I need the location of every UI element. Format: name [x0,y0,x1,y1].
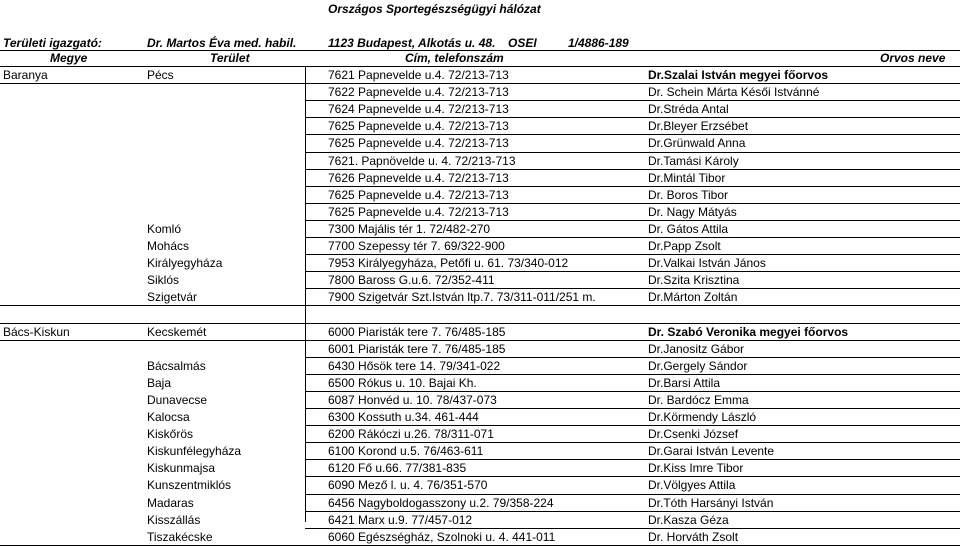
table-row [0,306,960,323]
row-divider [305,152,960,153]
cell-cim: 6087 Honvéd u. 10. 78/437-073 [328,393,497,407]
row-divider [305,186,960,187]
table-row [0,512,960,529]
cell-cim: 6000 Piaristák tere 7. 76/485-185 [328,325,506,339]
page-title: Országos Sportegészségügyi hálózat [328,2,541,16]
title-row [0,1,960,18]
row-divider [0,83,960,84]
cell-orvos: Dr.Grünwald Anna [648,136,746,150]
row-divider [0,66,960,67]
table-row [0,204,960,221]
cell-terulet: Királyegyháza [147,256,223,270]
cell-terulet: Komló [147,222,182,236]
table-row [0,477,960,494]
row-divider [305,271,960,272]
cell-orvos: Dr. Nagy Mátyás [648,205,737,219]
cell-terulet: Dunavecse [147,393,208,407]
director-name: Dr. Martos Éva med. habil. [147,36,297,50]
cell-terulet: Pécs [147,68,174,82]
row-divider [305,425,960,426]
cell-cim: 6421 Marx u.9. 77/457-012 [328,513,473,527]
cell-cim: 7625 Papnevelde u.4. 72/213-713 [328,119,509,133]
row-divider [305,237,960,238]
cell-terulet: Szigetvár [147,290,198,304]
row-divider [305,288,960,289]
column-divider [305,67,306,522]
cell-cim: 7800 Baross G.u.6. 72/352-411 [328,273,495,287]
table-row [0,67,960,84]
cell-cim: 6100 Korond u.5. 76/463-611 [328,444,484,458]
cell-orvos: Dr. Szabó Veronika megyei főorvos [648,325,849,339]
table-row [0,426,960,443]
table-row [0,375,960,392]
cell-terulet: Kalocsa [147,410,190,424]
table-row [0,272,960,289]
cell-orvos: Dr.Papp Zsolt [648,239,721,253]
cell-cim: 6500 Rókus u. 10. Bajai Kh. [328,376,477,390]
table-row [0,255,960,272]
cell-terulet: Mohács [147,239,190,253]
row-divider [305,408,960,409]
table-row [0,358,960,375]
table-row [0,529,960,546]
row-divider [305,220,960,221]
cell-terulet: Tiszakécske [147,530,213,544]
cell-terulet: Kiskunmajsa [147,461,216,475]
cell-orvos: Dr. Schein Márta Késői Istvánné [648,85,820,99]
table-header [0,50,960,67]
cell-orvos: Dr.Janositz Gábor [648,342,745,356]
row-divider [305,476,960,477]
cell-cim: 6001 Piaristák tere 7. 76/485-185 [328,342,506,356]
cell-orvos: Dr. Boros Tibor [648,188,729,202]
cell-orvos: Dr.Kiss Imre Tibor [648,461,744,475]
cell-terulet: Bácsalmás [147,359,206,373]
cell-cim: 6430 Hősök tere 14. 79/341-022 [328,359,501,373]
cell-orvos: Dr.Gergely Sándor [648,359,748,373]
row-divider [305,374,960,375]
cell-cim: 6090 Mező l. u. 4. 76/351-570 [328,478,488,492]
row-divider [305,357,960,358]
director-address: 1123 Budapest, Alkotás u. 48. [328,36,496,50]
cell-terulet: Baja [147,376,172,390]
row-divider [0,323,960,324]
cell-orvos: Dr.Tóth Harsányi István [648,496,774,510]
row-divider [0,340,960,341]
cell-orvos: Dr.Bleyer Erzsébet [648,119,749,133]
cell-cim: 7626 Papnevelde u.4. 72/213-713 [328,171,509,185]
cell-orvos: Dr.Mintál Tibor [648,171,726,185]
cell-cim: 6456 Nagyboldogasszony u.2. 79/358-224 [328,496,554,510]
cell-cim: 6300 Kossuth u.34. 461-444 [328,410,479,424]
cell-cim: 7700 Szepessy tér 7. 69/322-900 [328,239,505,253]
cell-orvos: Dr. Gátos Attila [648,222,729,236]
cell-orvos: Dr.Garai István Levente [648,444,775,458]
table-row [0,495,960,512]
row-divider [0,305,960,306]
row-divider [305,134,960,135]
director-label: Területi igazgató: [3,36,102,50]
table-row [0,153,960,170]
cell-orvos: Dr.Csenki József [648,427,739,441]
header-terulet: Terület [210,51,250,65]
table-row [0,341,960,358]
cell-orvos: Dr.Valkai István János [648,256,766,270]
cell-terulet: Madaras [147,496,194,510]
table-row [0,289,960,306]
cell-cim: 7625 Papnevelde u.4. 72/213-713 [328,136,509,150]
table-row [0,460,960,477]
cell-orvos: Dr. Bardócz Emma [648,393,749,407]
row-divider [305,169,960,170]
table-row [0,118,960,135]
director-code: OSEI [508,36,537,50]
table-row [0,443,960,460]
cell-cim: 7622 Papnevelde u.4. 72/213-713 [328,85,509,99]
table-row [0,409,960,426]
cell-orvos: Dr.Völgyes Attila [648,478,736,492]
row-divider [305,459,960,460]
row-divider [0,50,960,51]
row-divider [305,442,960,443]
cell-orvos: Dr.Barsi Attila [648,376,721,390]
cell-megye: Baranya [3,68,48,82]
row-divider [305,100,960,101]
cell-cim: 7624 Papnevelde u.4. 72/213-713 [328,102,509,116]
table-row [0,101,960,118]
cell-orvos: Dr.Tamási Károly [648,154,739,168]
table-row [0,392,960,409]
cell-megye: Bács-Kiskun [3,325,70,339]
row-divider [305,494,960,495]
table-row [0,170,960,187]
cell-orvos: Dr.Márton Zoltán [648,290,738,304]
row-divider [305,117,960,118]
cell-terulet: Kecskemét [147,325,207,339]
cell-cim: 6200 Rákóczi u.26. 78/311-071 [328,427,494,441]
cell-cim: 7621 Papnevelde u.4. 72/213-713 [328,68,509,82]
table-row [0,238,960,255]
row-divider [305,511,960,512]
cell-terulet: Kiskőrös [147,427,194,441]
cell-terulet: Kisszállás [147,513,201,527]
cell-cim: 6120 Fő u.66. 77/381-835 [328,461,467,475]
header-orvos: Orvos neve [880,51,946,65]
cell-terulet: Kunszentmiklós [147,478,232,492]
row-divider [305,203,960,204]
row-divider [305,254,960,255]
cell-orvos: Dr.Stréda Antal [648,102,729,116]
cell-orvos: Dr.Szita Krisztina [648,273,740,287]
cell-cim: 7953 Királyegyháza, Petőfi u. 61. 73/340-012 [328,256,569,270]
header-cim: Cím, telefonszám [405,51,504,65]
row-divider [305,528,960,529]
director-ref: 1/4886-189 [568,36,629,50]
table-row [0,135,960,152]
cell-terulet: Siklós [147,273,180,287]
cell-cim: 6060 Egészségház, Szolnoki u. 4. 441-011 [328,530,556,544]
cell-orvos: Dr.Szalai István megyei főorvos [648,68,829,82]
table-row [0,84,960,101]
row-divider [305,391,960,392]
header-megye: Megye [50,51,88,65]
cell-cim: 7900 Szigetvár Szt.István ltp.7. 73/311-011/251 m. [328,290,596,304]
cell-cim: 7625 Papnevelde u.4. 72/213-713 [328,188,509,202]
cell-orvos: Dr.Körmendy László [648,410,757,424]
cell-cim: 7621. Papnövelde u. 4. 72/213-713 [328,154,516,168]
cell-orvos: Dr. Horváth Zsolt [648,530,739,544]
cell-orvos: Dr.Kasza Géza [648,513,729,527]
cell-cim: 7625 Papnevelde u.4. 72/213-713 [328,205,509,219]
cell-terulet: Kiskunfélegyháza [147,444,242,458]
cell-cim: 7300 Majális tér 1. 72/482-270 [328,222,491,236]
table-row [0,324,960,341]
table-row [0,187,960,204]
table-row [0,221,960,238]
